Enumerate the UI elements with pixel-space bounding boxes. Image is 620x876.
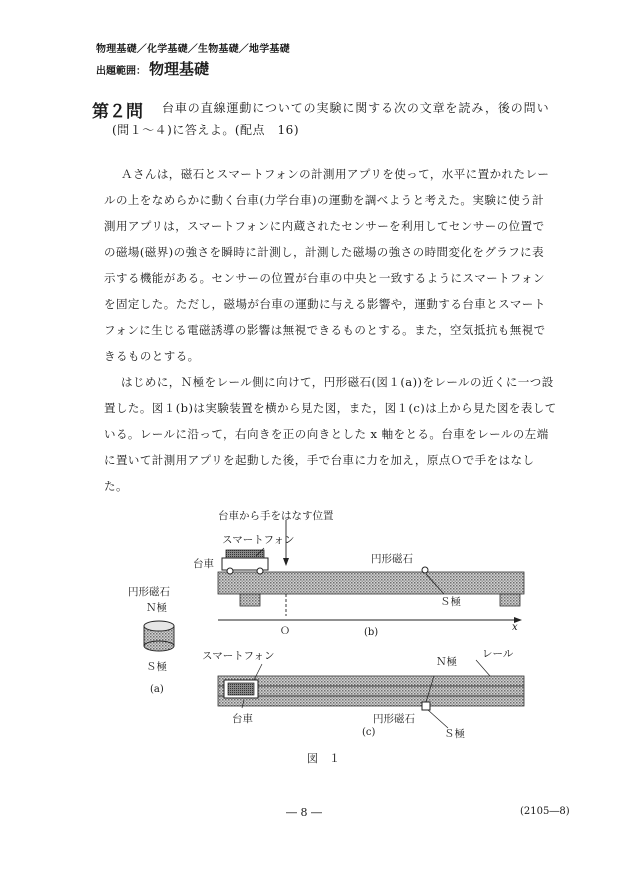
paragraph2-line: いる。レールに沿って，右向きを正の向きとした x 軸をとる。台車をレールの左端 xyxy=(104,427,549,441)
subfigure-a-label: (a) xyxy=(150,684,164,695)
rail-side-view xyxy=(218,572,524,606)
smartphone-label-b: スマートフォン xyxy=(222,534,295,546)
question-number: 第２問 xyxy=(92,102,143,122)
question-intro-line-1: 台車の直線運動についての実験に関する次の文章を読み，後の問い xyxy=(162,101,550,115)
n-pole-label-a: Ｎ極 xyxy=(146,602,167,614)
paragraph1-line: フォンに生じる電磁誘導の影響は無視できるものとする。また，空気抵抗も無視で xyxy=(104,323,546,337)
subject-list: 物理基礎／化学基礎／生物基礎／地学基礎 xyxy=(96,44,290,55)
page-number: ― 8 ― xyxy=(286,806,322,819)
origin-label: Ｏ xyxy=(280,626,290,637)
question-intro-line-2: (問１～４)に答えよ。(配点 16) xyxy=(112,123,299,137)
cart-side-view xyxy=(222,550,268,574)
range-value: 物理基礎 xyxy=(149,60,210,78)
magnet-side-view xyxy=(422,567,428,573)
page-code: (2105―8) xyxy=(520,806,570,817)
s-pole-label-c: Ｓ極 xyxy=(444,728,465,740)
cart-label-c: 台車 xyxy=(232,713,253,725)
paragraph1-line: きるものとする。 xyxy=(104,349,200,363)
paragraph2-line: 置した。図１(b)は実験装置を横から見た図，また，図１(c)は上から見た図を表して xyxy=(104,401,557,415)
cart-label-b: 台車 xyxy=(193,558,214,570)
rail-top-view xyxy=(218,676,524,706)
s-pole-label-a: Ｓ極 xyxy=(146,661,167,673)
release-position-label: 台車から手をはなす位置 xyxy=(218,510,334,522)
paragraph1-line: ルの上をなめらかに動く台車(力学台車)の運動を調べようと考えた。実験に使う計 xyxy=(104,193,545,207)
s-pole-label-b: Ｓ極 xyxy=(440,596,461,608)
magnet-label-a: 円形磁石 xyxy=(128,586,170,598)
rail-label-c: レール xyxy=(482,648,514,660)
cylinder-magnet xyxy=(144,621,174,651)
paragraph1-line: Ａさんは，磁石とスマートフォンの計測用アプリを使って，水平に置かれたレー xyxy=(121,167,550,181)
paragraph2-line: に置いて計測用アプリを起動した後，手で台車に力を加え，原点Ｏで手をはなし xyxy=(104,453,535,467)
subfigure-b-label: (b) xyxy=(364,627,379,638)
paragraph2-line: た。 xyxy=(104,479,128,493)
paragraph1-line: の磁場(磁界)の強さを瞬時に計測し，計測した磁場の強さの時間変化をグラフに表 xyxy=(104,245,545,259)
paragraph1-line: 測用アプリは，スマートフォンに内蔵されたセンサーを利用してセンサーの位置で xyxy=(104,219,545,233)
n-pole-label-c: Ｎ極 xyxy=(436,656,457,668)
magnet-label-b: 円形磁石 xyxy=(371,553,413,565)
x-axis-label: x xyxy=(512,622,518,633)
smartphone-label-c: スマートフォン xyxy=(202,650,275,662)
paragraph2-line: はじめに，Ｎ極をレール側に向けて，円形磁石(図１(a))をレールの近くに一つ設 xyxy=(121,375,554,389)
smartphone-top xyxy=(228,683,254,695)
figure-caption: 図 １ xyxy=(307,752,340,765)
magnet-label-c: 円形磁石 xyxy=(373,713,415,725)
paragraph1-line: を固定した。ただし，磁場が台車の運動に与える影響や，運動する台車とスマート xyxy=(104,297,546,311)
subfigure-c-label: (c) xyxy=(362,727,376,738)
range-label: 出題範囲： xyxy=(96,66,146,77)
paragraph1-line: 示する機能がある。センサーの位置が台車の中央と一致するようにスマートフォン xyxy=(104,271,545,285)
magnet-top-view xyxy=(422,702,430,710)
